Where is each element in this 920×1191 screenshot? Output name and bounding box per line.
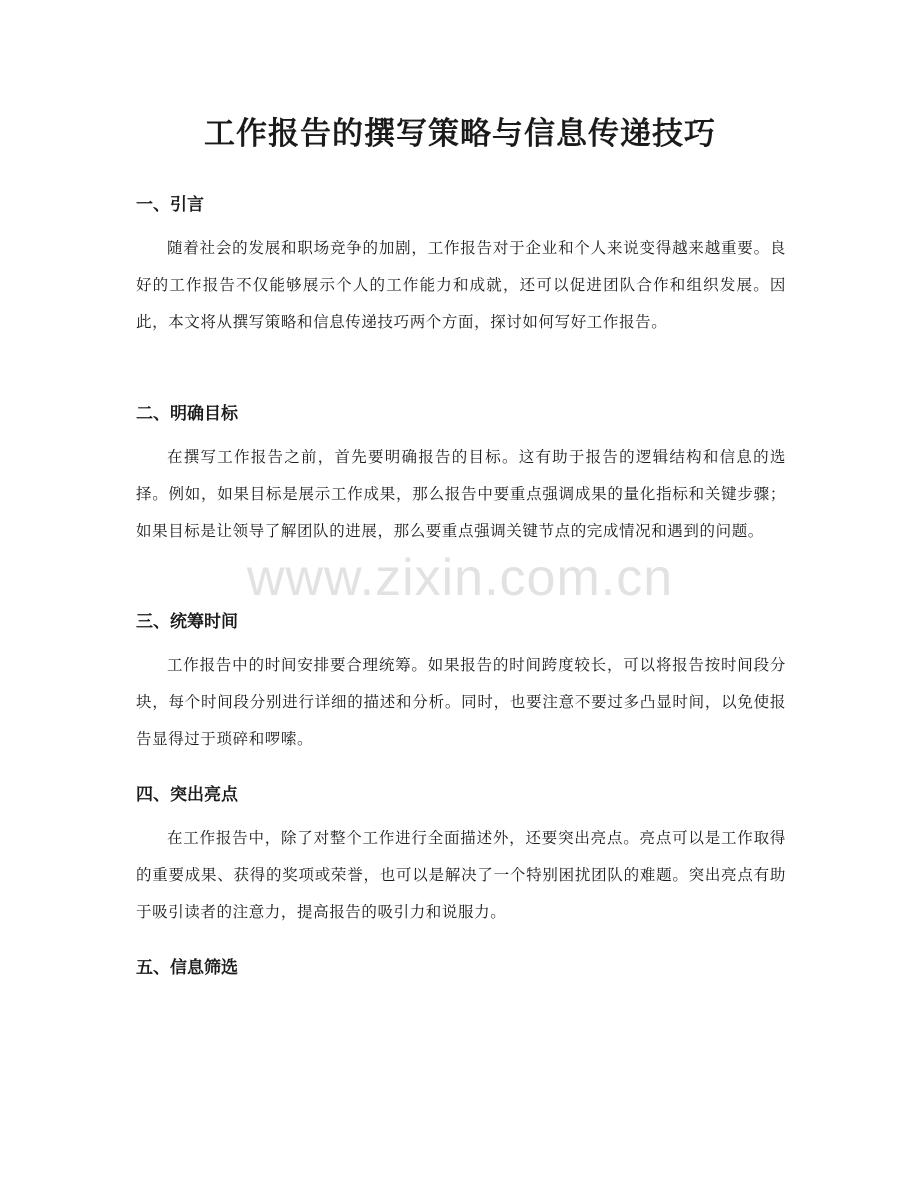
section-heading-time: 三、统筹时间 bbox=[136, 612, 238, 632]
section-paragraph-intro: 随着社会的发展和职场竞争的加剧，工作报告对于企业和个人来说变得越来越重要。良好的工作报告不仅能够展示个人的工作能力和成就，还可以促进团队合作和组织发展。因此，本文将从撰写策略和信息传递技巧两个方面，探讨如何写好工作报告。 bbox=[136, 239, 786, 331]
document-title: 工作报告的撰写策略与信息传递技巧 bbox=[204, 116, 716, 152]
watermark: www.zixin.com.cn bbox=[246, 549, 674, 607]
section-paragraph-highlights: 在工作报告中，除了对整个工作进行全面描述外，还要突出亮点。亮点可以是工作取得的重要成果、获得的奖项或荣誉，也可以是解决了一个特别困扰团队的难题。突出亮点有助于吸引读者的注意力，提高报告的吸引力和说服力。 bbox=[136, 829, 786, 921]
section-heading-goal: 二、明确目标 bbox=[136, 404, 238, 424]
section-heading-highlights: 四、突出亮点 bbox=[136, 785, 238, 805]
section-heading-intro: 一、引言 bbox=[136, 195, 204, 215]
section-paragraph-goal: 在撰写工作报告之前，首先要明确报告的目标。这有助于报告的逻辑结构和信息的选择。例如，如果目标是展示工作成果，那么报告中要重点强调成果的量化指标和关键步骤；如果目标是让领导了解团队的进展，那么要重点强调关键节点的完成情况和遇到的问题。 bbox=[136, 448, 786, 540]
section-heading-filter: 五、信息筛选 bbox=[136, 958, 238, 978]
section-paragraph-time: 工作报告中的时间安排要合理统筹。如果报告的时间跨度较长，可以将报告按时间段分块，每个时间段分别进行详细的描述和分析。同时，也要注意不要过多凸显时间，以免使报告显得过于琐碎和啰嗦。 bbox=[136, 656, 786, 748]
